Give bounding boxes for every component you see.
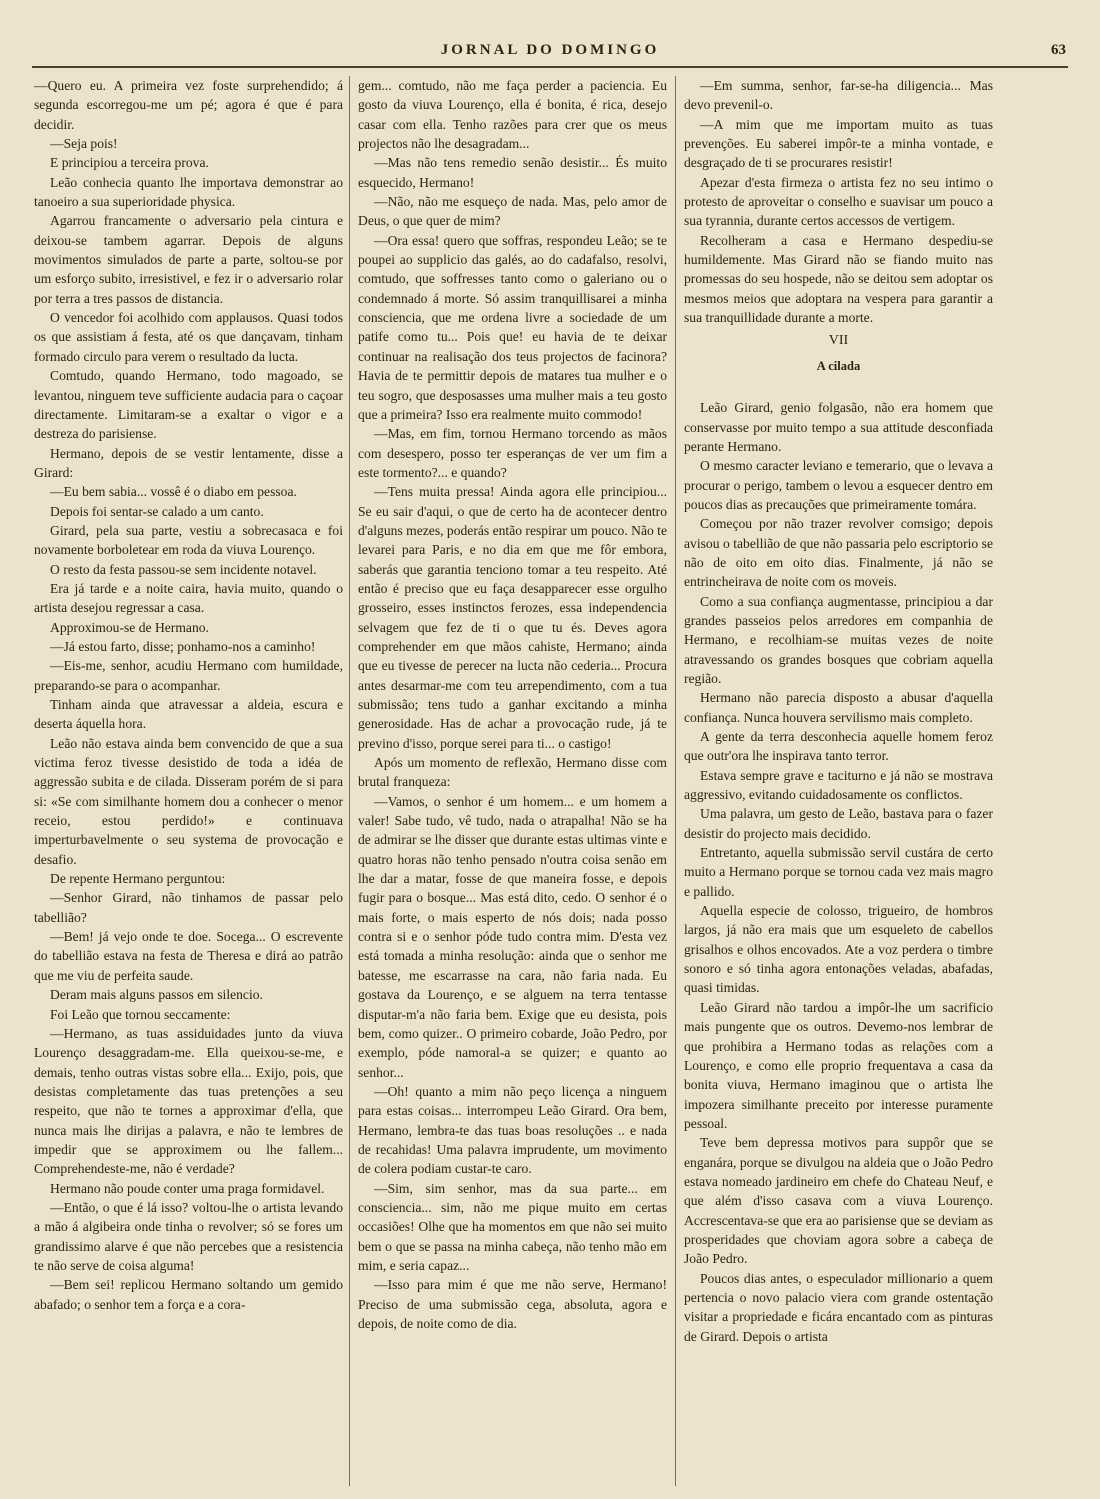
paragraph: —Isso para mim é que me não serve, Hermano! Preciso de uma submissão cega, absoluta, agora e depois, de noite como de dia. xyxy=(358,1277,667,1331)
paragraph: Uma palavra, um gesto de Leão, bastava para o fazer desistir do projecto mais decidido. xyxy=(684,806,993,841)
column-divider xyxy=(675,76,676,1486)
paragraph: gem... comtudo, não me faça perder a paciencia. Eu gosto da viuva Lourenço, ella é bonita, é rica, desejo casar com ella. Tenho razões para crer que os meus projectos não lhe desagradam... xyxy=(358,78,667,152)
paragraph: Hermano não parecia disposto a abusar d'aquella confiança. Nunca houvera servilismo mais completo. xyxy=(684,690,993,725)
paragraph: O vencedor foi acolhido com applausos. Quasi todos os que assistiam á festa, até os que dançavam, tinham formado circulo para verem o resultado da lucta. xyxy=(34,310,343,364)
paragraph: O mesmo caracter leviano e temerario, que o levava a procurar o perigo, tambem o levou a esquecer dentro em poucos dias as precauções que primeiramente tomára. xyxy=(684,458,993,512)
paragraph: E principiou a terceira prova. xyxy=(50,155,209,171)
paragraph: O resto da festa passou-se sem incidente notavel. xyxy=(50,561,317,577)
paragraph: Como a sua confiança augmentasse, principiou a dar grandes passeios pelos arredores em companhia de Hermano, e recolhiam-se muitas vezes de noite atravessando os grandes bosques que cobriam aquella região. xyxy=(684,593,993,686)
journal-title: JORNAL DO DOMINGO xyxy=(440,42,660,58)
paragraph: Leão não estava ainda bem convencido de que a sua victima feroz tivesse desistido de toda a idéa de aggressão subita e de cilada. Disseram porém de si para si: «Se com similhante homem dou a conhecer o menor receio, estou perdido!» e continuava imperturbavelmente o seu systema de provocação e desafio. xyxy=(34,735,343,867)
paragraph: Tinham ainda que atravessar a aldeia, escura e deserta áquella hora. xyxy=(34,697,343,732)
paragraph: —A mim que me importam muito as tuas prevenções. Eu saberei impôr-te a minha vontade, e desgraçado de ti se procurares resistir! xyxy=(684,116,993,171)
paragraph: —Bem! já vejo onde te doe. Socega... O escrevente do tabellião estava na festa de Theresa e dirá ao patrão que me viu de perfeita saude. xyxy=(34,929,343,983)
paragraph: —Em summa, senhor, far-se-ha diligencia... Mas devo prevenil-o. xyxy=(684,78,993,113)
paragraph: Approximou-se de Hermano. xyxy=(50,619,209,635)
paragraph: Era já tarde e a noite caira, havia muito, quando o artista desejou regressar a casa. xyxy=(34,580,343,616)
paragraph: Poucos dias antes, o especulador millionario a quem pertencia o novo palacio viera com grande ostentação visitar a propriedade e ficára encantado com as pinturas de Girard. Depois o artista xyxy=(684,1270,993,1344)
paragraph: Girard, pela sua parte, vestiu a sobrecasaca e foi novamente borboletear em roda da viuva Lourenço. xyxy=(34,522,343,558)
text-column-2 xyxy=(358,76,667,1486)
paragraph: Depois foi sentar-se calado a um canto. xyxy=(50,503,264,519)
text-column-3 xyxy=(684,76,993,1486)
paragraph: —Então, o que é lá isso? voltou-lhe o artista levando a mão á algibeira onde tinha o revolver; só se fores um grandissimo alarve é que não percebes que a resistencia te não serve de coisa alguma! xyxy=(34,1199,343,1273)
paragraph: Comtudo, quando Hermano, todo magoado, se levantou, ninguem teve sufficiente audacia para o caçoar directamente. Limitaram-se a exaltar o vigor e a destreza do parisiense. xyxy=(34,368,343,442)
paragraph: —Bem sei! replicou Hermano soltando um gemido abafado; o senhor tem a força e a cora- xyxy=(34,1277,343,1312)
paragraph: Leão Girard, genio folgasão, não era homem que conservasse por muito tempo a sua attitude desconfiada perante Hermano. xyxy=(684,400,993,454)
column-divider xyxy=(349,76,350,1486)
paragraph: —Seja pois! xyxy=(50,136,118,152)
paragraph: —Eu bem sabia... vossê é o diabo em pessoa. xyxy=(50,484,297,500)
paragraph: Teve bem depressa motivos para suppôr que se enganára, porque se divulgou na aldeia que o João Pedro estava nomeado jardineiro em chefe do Chateau Neuf, e que além d'isso casava com a viuva Lourenço. Accrescentava-se que era ao parisiense que se deviam as prosperidades que choviam agora sobre a cabeça de João Pedro. xyxy=(684,1135,993,1267)
paragraph: Hermano não poude conter uma praga formidavel. xyxy=(50,1180,325,1196)
paragraph: Leão Girard não tardou a impôr-lhe um sacrificio mais pungente que os outros. Devemo-nos lembrar de que prohibira a Hermano todas as relações com a Lourenço, e como elle proprio frequentava a casa da bonita viuva, Hermano imaginou que o artista lhe impozera similhante preceito por interesse puramente pessoal. xyxy=(684,999,993,1131)
paragraph: Apezar d'esta firmeza o artista fez no seu intimo o protesto de aproveitar o conselho e suavisar um pouco a sua tyrannia, durante certos accessos de vertigem. xyxy=(684,174,993,229)
masthead xyxy=(0,38,1100,66)
paragraph: —Hermano, as tuas assiduidades junto da viuva Lourenço desaggradam-me. Ella queixou-se-me, e demais, tenho outras vistas sobre ella... Exijo, pois, que desistas completamente das tuas pretenções a seu respeito, que não te tornes a approximar d'ella, que nunca mais lhe dirijas a palavra, e não te lembres de impedir que se approximem ou lhe fallem... Comprehendeste-me, não é verdade? xyxy=(34,1025,343,1177)
header-rule xyxy=(32,66,1068,68)
chapter-number: VII xyxy=(828,333,849,349)
paragraph: —Sim, sim senhor, mas da sua parte... em consciencia... sim, não me pique muito em certas occasiões! Olhe que ha momentos em que não sei muito bem o que se passa na minha cabeça, não tenho mão em mim, e seria capaz... xyxy=(358,1180,667,1273)
paragraph: Estava sempre grave e taciturno e já não se mostrava aggressivo, evitando cuidadosamente os conflictos. xyxy=(684,767,993,803)
paragraph: Agarrou francamente o adversario pela cintura e deixou-se tambem agarrar. Depois de alguns movimentos simulados de parte a parte, soltou-se por um esforço subito, irresistivel, e fez ir o adversario rolar por terra a tres passos de distancia. xyxy=(34,213,343,306)
paragraph: —Mas, em fim, tornou Hermano torcendo as mãos com desespero, posso ter esperanças de ver um fim a este tormento?... e quando? xyxy=(358,426,667,480)
chapter-title: A cilada xyxy=(816,358,861,373)
paragraph: —Senhor Girard, não tinhamos de passar pelo tabellião? xyxy=(34,890,343,925)
paragraph: Aquella especie de colosso, trigueiro, de hombros largos, já não era mais que um esqueleto de cabellos grisalhos e olhos encovados. Ate a voz perdera o timbre sonoro e só tinha agora entonações veladas, abafadas, quasi timidas. xyxy=(684,903,993,996)
paragraph: —Quero eu. A primeira vez foste surprehendido; á segunda escorregou-me um pé; agora é que é para decidir. xyxy=(34,78,343,132)
paragraph: Começou por não trazer revolver comsigo; depois avisou o tabellião de que não passaria pelo escriptorio se não de oito em oito dias. Finalmente, já não se entrincheirava de noite com os moveis. xyxy=(684,516,993,590)
paragraph: —Oh! quanto a mim não peço licença a ninguem para estas coisas... interrompeu Leão Girard. Ora bem, Hermano, lembra-te das tuas boas resoluções .. e nada de recahidas! Uma palavra imprudente, um movimento de colera podiam custar-te caro. xyxy=(358,1083,667,1177)
paragraph: Após um momento de reflexão, Hermano disse com brutal franqueza: xyxy=(358,755,667,790)
paragraph: Entretanto, aquella submissão servil custára de certo muito a Hermano porque se tornou cada vez mais magro e pallido. xyxy=(684,845,993,899)
paragraph: Leão conhecia quanto lhe importava demonstrar ao tanoeiro a sua superioridade physica. xyxy=(34,174,343,210)
paragraph: —Eis-me, senhor, acudiu Hermano com humildade, preparando-se para o acompanhar. xyxy=(34,658,343,693)
text-column-1 xyxy=(34,76,343,1486)
page-number: 63 xyxy=(1051,42,1066,58)
paragraph: —Tens muita pressa! Ainda agora elle principiou... Se eu sair d'aqui, o que de certo ha de acontecer dentro d'alguns mezes, poderás então respirar um pouco. Não te levarei para Paris, e no dia em que me fôr embora, saberás que garantia tenciono tomar a teu respeito. Até então é preciso que eu faça desapparecer esse orgulho grosseiro, esses instinctos ferozes, essa independencia selvagem que fez de ti o que tu és. Deves agora comprehender em que mãos cahiste, Hermano; ainda que eu tivesse de perecer na lucta não cederia... Procura antes desarmar-me com teu arrependimento, com a tua submissão; tens tudo a ganhar excitando a minha generosidade. Has de achar a provocação rude, já te previno d'isso, porque serei para ti... o castigo! xyxy=(358,484,667,751)
paragraph: —Vamos, o senhor é um homem... e um homem a valer! Sabe tudo, vê tudo, nada o atrapalha! Não se ha de admirar se lhe disser que durante estas ultimas vinte e quatro horas não tenho pensado n'outra coisa senão em lhe dar a matar, fosse de que maneira fosse, e depois fugir para o bosque... Mas está dito, cedo. O senhor é o mais forte, o mais esperto de nós dois; nada posso contra si e o senhor póde tudo contra mim. D'esta vez está tomada a minha resolução: ainda que o senhor me batesse, me escarrasse na cara, não faria nada. Eu gostava da Lourenço, e se alguem na terra tentasse disputar-m'a não faria bem. Exige que eu desista, pois bem, como quizer.. O primeiro cobarde, João Pedro, por exemplo, póde namoral-a se quizer; e quanto ao senhor... xyxy=(358,793,667,1080)
paragraph: A gente da terra desconhecia aquelle homem feroz que outr'ora lhe inspirava tanto terror. xyxy=(684,729,993,764)
paragraph: Foi Leão que tornou seccamente: xyxy=(50,1006,231,1022)
paragraph: Hermano, depois de se vestir lentamente, disse a Girard: xyxy=(34,445,343,480)
paragraph: Deram mais alguns passos em silencio. xyxy=(50,987,263,1003)
paragraph: —Já estou farto, disse; ponhamo-nos a caminho! xyxy=(50,638,316,654)
paragraph: —Ora essa! quero que soffras, respondeu Leão; se te poupei ao supplicio das galés, ao do cadafalso, resolvi, comtudo, que soffresses tanto como o galeriano ou o condemnado á morte. Só assim tranquillisarei a minha consciencia, que me ordena livre a sociedade de um patife como tu... Pois que! eu havia de te deixar continuar na realisação dos teus projectos de facinora? Havia de te permittir depois de matares tua mulher e o teu sogro, que desposasses uma mulher mais a teu gosto que a primeira? Isso era realmente muito commodo! xyxy=(358,232,667,422)
paragraph: De repente Hermano perguntou: xyxy=(50,871,226,887)
paragraph: —Mas não tens remedio senão desistir... És muito esquecido, Hermano! xyxy=(358,155,667,190)
paragraph: —Não, não me esqueço de nada. Mas, pelo amor de Deus, o que quer de mim? xyxy=(358,194,667,229)
paragraph: Recolheram a casa e Hermano despediu-se humildemente. Mas Girard não se fiando muito nas promessas do seu hospede, não se deitou sem adoptar os mesmos meios que adoptara na vespera para garantir a sua tranquillidade durante a morte. xyxy=(684,232,993,326)
